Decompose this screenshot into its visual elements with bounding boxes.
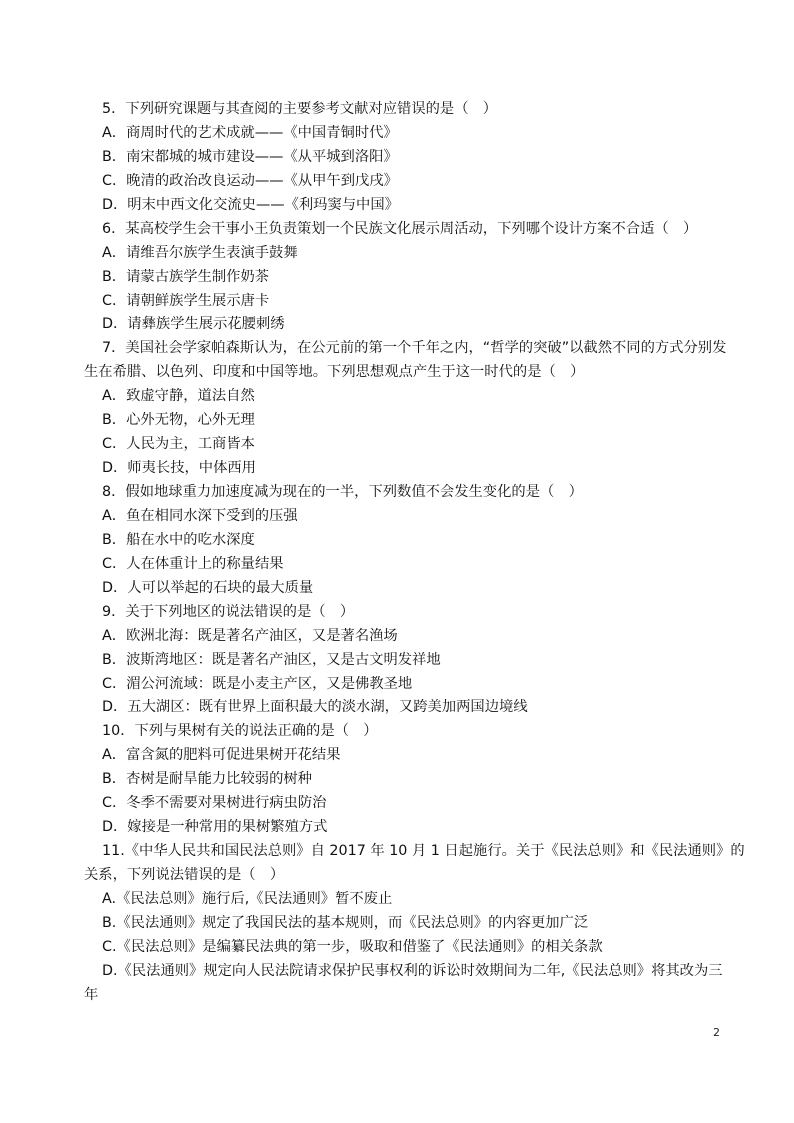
answer-option: B．南宋都城的城市建设——《从平城到洛阳》 [102,148,398,165]
answer-option: A．富含氮的肥料可促进果树开花结果 [102,747,341,764]
question-stem-continued: 生在希腊、以色列、印度和中国等地。下列思想观点产生于这一时代的是（ ） [84,364,585,381]
question-block [102,481,714,601]
question-block [84,337,727,481]
answer-option: D．嫁接是一种常用的果树繁殖方式 [102,819,328,836]
answer-option: D．师夷长技，中体西用 [102,460,256,477]
answer-option: D．人可以举起的石块的最大质量 [102,579,314,596]
question-stem: 9．关于下列地区的说法错误的是（ ） [102,603,355,620]
answer-option-continued: 年 [84,986,99,1003]
answer-option: C．湄公河流域：既是小麦主产区，又是佛教圣地 [102,675,413,692]
question-stem: 8．假如地球重力加速度减为现在的一半，下列数值不会发生变化的是（ ） [102,484,583,500]
answer-option: D．五大湖区：既有世界上面积最大的淡水湖，又跨美加两国边境线 [102,699,528,716]
question-list [84,98,745,1008]
question-stem: 11.《中华人民共和国民法总则》自 2017 年 10 月 1 日起施行。关于《民法总则》和《民法通则》的 [102,843,745,860]
question-stem: 6．某高校学生会干事小王负责策划一个民族文化展示周活动，下列哪个设计方案不合适（ ） [102,220,698,237]
answer-option: C．请朝鲜族学生展示唐卡 [102,292,270,309]
answer-option: C．晚清的政治改良运动——《从甲午到戊戌》 [102,172,398,189]
answer-option: A.《民法总则》施行后,《民法通则》暂不废止 [102,890,393,907]
question-block [84,840,745,1008]
question-stem-continued: 关系，下列说法错误的是（ ） [84,867,285,883]
answer-option: A．请维吾尔族学生表演手鼓舞 [102,244,298,261]
question-block [102,601,714,721]
answer-option: C.《民法总则》是编纂民法典的第一步，吸取和借鉴了《民法通则》的相关条款 [102,938,603,955]
question-stem: 5．下列研究课题与其查阅的主要参考文献对应错误的是（ ） [102,101,498,117]
question-block [102,720,714,840]
answer-option: C．人在体重计上的称量结果 [102,555,284,572]
answer-option: D.《民法通则》规定向人民法院请求保护民事权利的诉讼时效期间为二年,《民法总则》将其改为三 [102,962,723,979]
answer-option: D．明末中西文化交流史——《利玛窦与中国》 [102,196,399,213]
answer-option: B.《民法通则》规定了我国民法的基本规则，而《民法总则》的内容更加广泛 [102,914,589,931]
answer-option: A．欧洲北海：既是著名产油区，又是著名渔场 [102,627,398,644]
answer-option: A．商周时代的艺术成就——《中国青铜时代》 [102,124,398,141]
question-stem: 10．下列与果树有关的说法正确的是（ ） [102,723,378,740]
answer-option: C．冬季不需要对果树进行病虫防治 [102,795,327,812]
answer-option: B．杏树是耐旱能力比较弱的树种 [102,771,312,788]
answer-option: B．船在水中的吃水深度 [102,531,255,548]
answer-option: A．鱼在相同水深下受到的压强 [102,507,298,524]
page-number: 2 [713,1026,720,1039]
question-block [102,218,714,338]
answer-option: C．人民为主，工商皆本 [102,436,255,453]
question-stem: 7．美国社会学家帕森斯认为，在公元前的第一个千年之内，“哲学的突破”以截然不同的方式分别发 [102,340,727,357]
answer-option: D．请彝族学生展示花腰刺绣 [102,316,285,333]
question-block [102,98,714,218]
answer-option: A．致虚守静，道法自然 [102,388,255,405]
answer-option: B．波斯湾地区：既是著名产油区，又是古文明发祥地 [102,651,441,668]
answer-option: B．请蒙古族学生制作奶茶 [102,268,270,285]
answer-option: B．心外无物，心外无理 [102,412,255,429]
